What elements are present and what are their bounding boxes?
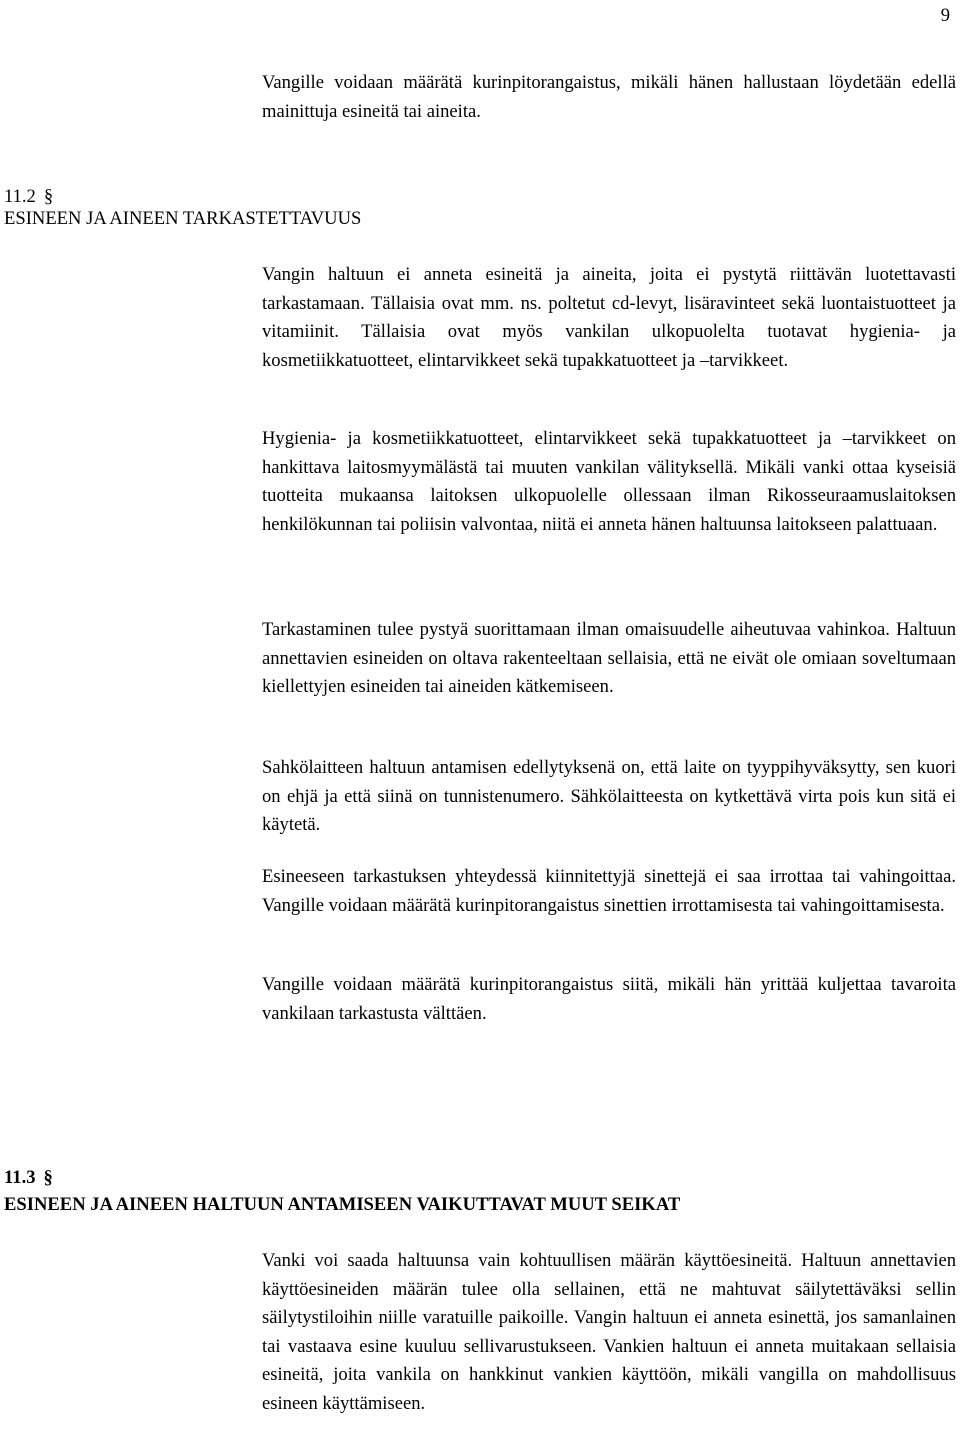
section-11-2-paragraph-1: Vangin haltuun ei anneta esineitä ja aineita, joita ei pystytä riittävän luotettavasti tarkastamaan. Tällaisia ovat mm. ns. poltetut cd-levyt, lisäravinteet sekä luontaistuotteet ja vitamiinit. Tällaisia ovat myös vankilan ulkopuolelta tuotavat hygienia- ja kosmetiikkatuotteet, elintarvikkeet sekä tupakkatuotteet ja –tarvikkeet. [262, 264, 956, 371]
section-number: 11.2 [4, 186, 36, 207]
section-11-2-paragraph-6: Vangille voidaan määrätä kurinpitorangaistus siitä, mikäli hän yrittää kuljettaa tavaroita vankilaan tarkastusta välttäen. [262, 974, 956, 1024]
section-11-2-title: ESINEEN JA AINEEN TARKASTETTAVUUS [4, 208, 362, 229]
section-number: 11.3 [4, 1167, 36, 1188]
section-sign-icon: § [43, 186, 54, 207]
section-11-2-paragraph-2: Hygienia- ja kosmetiikkatuotteet, elintarvikkeet sekä tupakkatuotteet ja –tarvikkeet on hankittava laitosmyymälästä tai muuten vankilan välityksellä. Mikäli vanki ottaa kyseisiä tuotteita mukaansa laitoksen ulkopuolelle ollessaan ilman Rikosseuraamuslaitoksen henkilökunnan tai poliisin valvontaa, niitä ei anneta hänen haltuunsa laitokseen palattuaan. [262, 428, 956, 535]
section-11-3-paragraph-1: Vanki voi saada haltuunsa vain kohtuullisen määrän käyttöesineitä. Haltuun annettavien käyttöesineiden määrän tulee olla sellainen, että ne mahtuvat säilytettäväksi sellin säilytystiloihin niille varatuille paikoille. Vangin haltuun ei anneta esinettä, jos samanlainen tai vastaava esine kuuluu sellivarustukseen. Vankien haltuun ei anneta muitakaan sellaisia esineitä, joita vankila on hankkinut vankien käyttöön, mikäli vangilla on mahdollisuus esineen käyttämiseen. [262, 1250, 956, 1414]
section-11-2-paragraph-3: Tarkastaminen tulee pystyä suorittamaan ilman omaisuudelle aiheutuvaa vahinkoa. Haltuun annettavien esineiden on oltava rakenteeltaan sellaisia, että ne eivät ole omiaan soveltumaan kiellettyjen esineiden tai aineiden kätkemiseen. [262, 619, 956, 698]
section-11-3-title: ESINEEN JA AINEEN HALTUUN ANTAMISEEN VAIKUTTAVAT MUUT SEIKAT [4, 1194, 681, 1215]
section-sign-icon: § [43, 1167, 53, 1188]
page-number: 9 [940, 5, 950, 26]
section-11-3-number [4, 1164, 53, 1193]
intro-paragraph: Vangille voidaan määrätä kurinpitorangaistus, mikäli hänen hallustaan löydetään edellä mainittuja esineitä tai aineita. [262, 72, 956, 122]
section-11-2-paragraph-4: Sahkölaitteen haltuun antamisen edellytyksenä on, että laite on tyyppihyväksytty, sen kuori on ehjä ja että siinä on tunnistenumero. Sähkölaitteesta on kytkettävä virta pois kun sitä ei käytetä. [262, 757, 956, 836]
section-11-2-paragraph-5: Esineeseen tarkastuksen yhteydessä kiinnitettyjä sinettejä ei saa irrottaa tai vahingoittaa. Vangille voidaan määrätä kurinpitorangaistus sinettien irrottamisesta tai vahingoittamisesta. [262, 866, 956, 916]
